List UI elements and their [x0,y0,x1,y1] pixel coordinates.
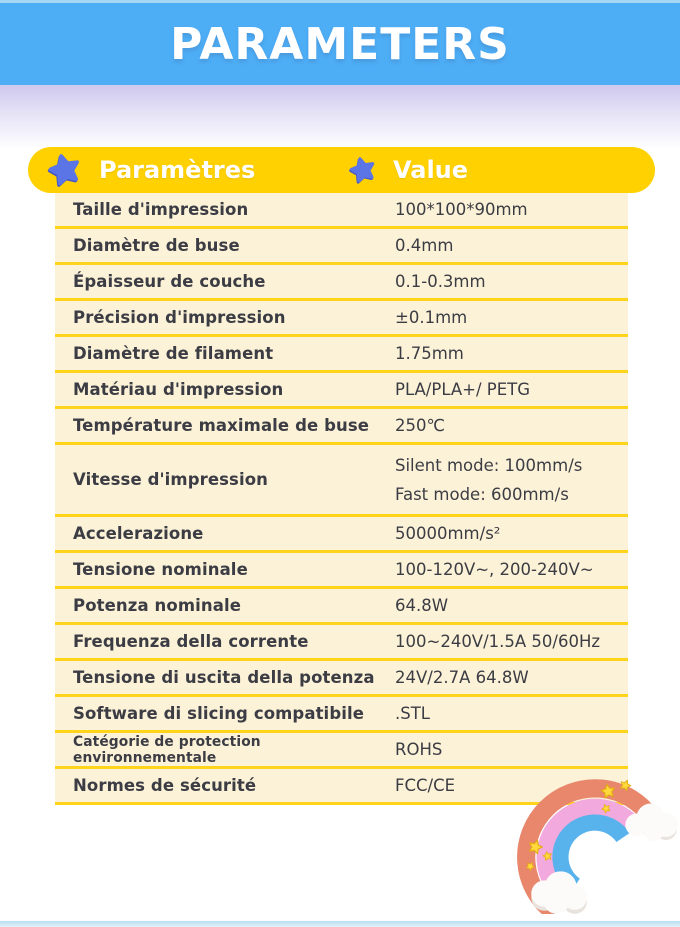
row-value [395,231,453,260]
gradient-divider [0,85,680,147]
row-value [395,735,442,764]
row-label: Matériau d'impression [73,380,284,399]
row-value [395,627,600,656]
row-label: Potenza nominale [73,596,241,615]
row-value [395,771,455,800]
table-row [55,517,628,553]
table-row [55,589,628,625]
table-row [55,553,628,589]
row-label: Diamètre de filament [73,344,274,363]
row-value [395,519,500,548]
table-row [55,373,628,409]
rainbow-decoration [508,772,680,914]
page-title: PARAMETERS [170,18,510,70]
table-row [55,697,628,733]
row-value-line: ROHS [395,740,443,759]
row-value-line: Silent mode: 100mm/s [395,455,583,475]
row-value [395,555,594,584]
row-label: Taille d'impression [73,200,249,219]
row-value-line: 100-120V~, 200-240V~ [395,560,594,579]
row-value-line: FCC/CE [395,776,456,795]
table-row [55,229,628,265]
header-value-column [346,147,468,193]
spec-table [55,193,628,805]
bottom-border [0,921,680,927]
row-value [395,339,464,368]
header-value-label: Value [393,156,469,184]
row-value [395,267,486,296]
table-row [55,301,628,337]
row-value [395,411,445,440]
row-value [395,451,582,509]
row-label: Software di slicing compatibile [73,704,365,723]
row-value [395,195,528,224]
row-label: Tensione di uscita della potenza [73,668,375,687]
table-row [55,661,628,697]
row-value-line: 100~240V/1.5A 50/60Hz [395,632,601,651]
table-row [55,409,628,445]
row-value [395,375,530,404]
row-label: Frequenza della corrente [73,632,309,651]
star-icon [44,149,86,191]
table-row [55,445,628,517]
row-value [395,699,430,728]
row-value [395,303,467,332]
row-value-line: ±0.1mm [395,308,468,327]
row-label: Diamètre de buse [73,236,240,255]
row-value-line: 250℃ [395,416,446,435]
row-label: Tensione nominale [73,560,248,579]
table-row [55,625,628,661]
row-label: Vitesse d'impression [73,470,269,489]
row-value-line: 50000mm/s² [395,524,501,543]
header-parametres-column [44,147,255,193]
table-row [55,193,628,229]
row-value-line: PLA/PLA+/ PETG [395,380,531,399]
row-value-line: 0.4mm [395,236,454,255]
row-value-line: 100*100*90mm [395,200,528,219]
row-label: Température maximale de buse [73,416,370,435]
row-label: Normes de sécurité [73,776,257,795]
row-label: Épaisseur de couche [73,272,266,291]
row-value-line: 1.75mm [395,344,464,363]
row-value-line: .STL [395,704,430,723]
table-row [55,733,628,769]
banner [0,0,680,85]
table-row [55,337,628,373]
table-header [28,147,655,193]
row-value-line: Fast mode: 600mm/s [395,484,569,504]
row-value [395,663,529,692]
row-label: Accelerazione [73,524,204,543]
row-value [395,591,448,620]
row-value-line: 24V/2.7A 64.8W [395,668,529,687]
table-row [55,265,628,301]
row-label: Catégorie de protection environnementale [73,733,261,766]
star-icon [346,153,380,187]
row-label: Précision d'impression [73,308,286,327]
row-value-line: 0.1-0.3mm [395,272,486,291]
header-parametres-label: Paramètres [99,156,256,184]
row-value-line: 64.8W [395,596,449,615]
